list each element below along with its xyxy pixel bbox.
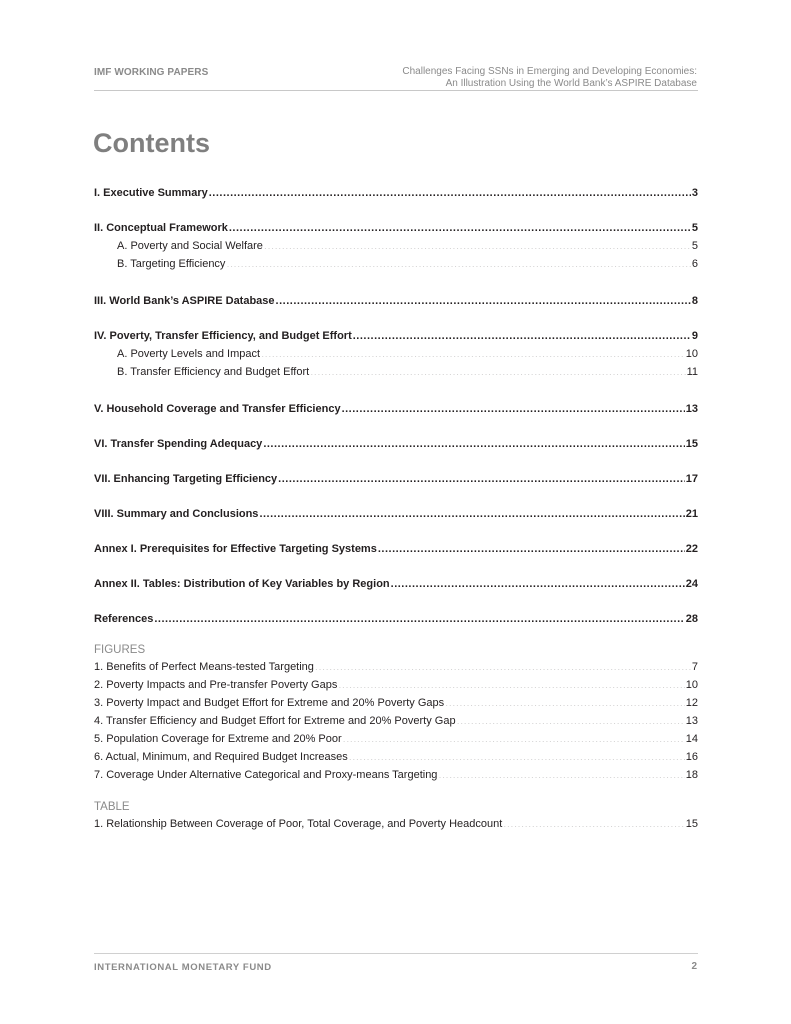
spacer	[94, 200, 698, 221]
toc-section-entry-title: II. Conceptual Framework	[94, 222, 228, 234]
toc-figure-entry-title: 6. Actual, Minimum, and Required Budget Increases	[94, 751, 348, 763]
toc-figure-entry-title: 4. Transfer Efficiency and Budget Effort for Extreme and 20% Poverty Gap	[94, 715, 456, 727]
toc-figure-entry[interactable]	[94, 730, 698, 748]
toc-table-entry[interactable]	[94, 815, 698, 833]
spacer	[94, 591, 698, 612]
toc-subsection-entry-title: B. Targeting Efficiency	[117, 258, 226, 270]
spacer	[94, 784, 698, 799]
toc-figure-entry[interactable]	[94, 694, 698, 712]
toc-section-entry-page-number: 22	[685, 543, 698, 555]
dot-leader	[263, 437, 684, 448]
dot-leader	[259, 507, 684, 518]
toc-section-entry[interactable]	[94, 329, 698, 343]
toc-subsection-entry-page-number: 11	[686, 366, 698, 378]
toc-section-entry[interactable]	[94, 402, 698, 416]
toc-section-entry[interactable]	[94, 472, 698, 486]
spacer	[94, 556, 698, 577]
toc-subsection-entry-title: A. Poverty and Social Welfare	[117, 240, 263, 252]
toc-figure-entry-title: 3. Poverty Impact and Budget Effort for Extreme and 20% Poverty Gaps	[94, 697, 445, 709]
spacer	[94, 416, 698, 437]
spacer	[94, 626, 698, 642]
toc-subsection-entry[interactable]	[94, 345, 698, 363]
dot-leader	[315, 659, 691, 670]
header-divider	[94, 90, 698, 91]
dot-leader	[209, 186, 691, 197]
toc-section-entry[interactable]	[94, 221, 698, 235]
toc-section-entry[interactable]	[94, 577, 698, 591]
toc-section-entry-title: Annex I. Prerequisites for Effective Targeting Systems	[94, 543, 377, 555]
dot-leader	[278, 472, 685, 483]
dot-leader	[310, 364, 685, 375]
toc-section-entry-page-number: 28	[685, 613, 698, 625]
toc-section-entry[interactable]	[94, 186, 698, 200]
toc-section-entry-page-number: 3	[691, 187, 698, 199]
toc-section-entry[interactable]	[94, 612, 698, 626]
toc-section-entry-page-number: 8	[691, 295, 698, 307]
toc-subsection-entry-title: A. Poverty Levels and Impact	[117, 348, 261, 360]
toc-section-entry-title: V. Household Coverage and Transfer Efficiency	[94, 403, 341, 415]
toc-section-entry-page-number: 17	[685, 473, 698, 485]
toc-section-entry-page-number: 9	[691, 330, 698, 342]
dot-leader	[457, 713, 685, 724]
toc-section-entry[interactable]	[94, 507, 698, 521]
page-title: Contents	[93, 128, 210, 158]
toc-figure-entry-title: 5. Population Coverage for Extreme and 20% Poor	[94, 733, 342, 745]
toc-subsection-entry[interactable]	[94, 363, 698, 381]
toc-section-entry[interactable]	[94, 542, 698, 556]
dot-leader	[438, 767, 684, 778]
toc-section-entry-title: I. Executive Summary	[94, 187, 208, 199]
toc-section-entry-title: VI. Transfer Spending Adequacy	[94, 438, 263, 450]
toc-section-entry-title: IV. Poverty, Transfer Efficiency, and Budget Effort	[94, 330, 352, 342]
dot-leader	[264, 238, 691, 249]
footer-page-number: 2	[691, 961, 697, 972]
dot-leader	[343, 731, 685, 742]
toc-figure-entry-page-number: 16	[685, 751, 698, 763]
header-paper-title	[402, 66, 697, 89]
toc-figure-entry[interactable]	[94, 766, 698, 784]
spacer	[94, 451, 698, 472]
toc-section-entry-title: References	[94, 613, 154, 625]
toc-figure-entry-page-number: 13	[685, 715, 698, 727]
toc-subsection-entry-page-number: 5	[691, 240, 698, 252]
header-series-title: IMF WORKING PAPERS	[94, 67, 209, 78]
spacer	[94, 308, 698, 329]
toc-section-entry[interactable]	[94, 294, 698, 308]
toc-subsection-entry-title: B. Transfer Efficiency and Budget Effort	[117, 366, 310, 378]
toc-figure-entry-page-number: 7	[691, 661, 698, 673]
toc-subsection-entry-page-number: 6	[691, 258, 698, 270]
toc-figure-entry-title: 7. Coverage Under Alternative Categorical and Proxy-means Targeting	[94, 769, 438, 781]
table-of-contents	[94, 186, 698, 833]
toc-figure-entry[interactable]	[94, 658, 698, 676]
dot-leader	[338, 677, 684, 688]
header-paper-title-line1: Challenges Facing SSNs in Emerging and Developing Economies:	[402, 66, 697, 77]
footer-divider	[94, 953, 698, 954]
toc-figure-entry-page-number: 14	[685, 733, 698, 745]
table-heading: TABLE	[94, 801, 130, 813]
toc-section-entry-page-number: 21	[685, 508, 698, 520]
toc-section-entry-title: VIII. Summary and Conclusions	[94, 508, 259, 520]
footer-publisher: INTERNATIONAL MONETARY FUND	[94, 962, 272, 973]
dot-leader	[378, 542, 685, 553]
toc-section-entry-title: VII. Enhancing Targeting Efficiency	[94, 473, 278, 485]
toc-table-entry-title: 1. Relationship Between Coverage of Poor, Total Coverage, and Poverty Headcount	[94, 818, 503, 830]
toc-figure-entry[interactable]	[94, 712, 698, 730]
toc-figure-entry-title: 1. Benefits of Perfect Means-tested Targeting	[94, 661, 314, 673]
toc-subsection-entry-page-number: 10	[685, 348, 698, 360]
toc-figure-entry-title: 2. Poverty Impacts and Pre-transfer Poverty Gaps	[94, 679, 338, 691]
header-paper-title-line2: An Illustration Using the World Bank’s ASPIRE Database	[445, 77, 697, 89]
toc-section-entry[interactable]	[94, 437, 698, 451]
dot-leader	[261, 346, 685, 357]
dot-leader	[226, 256, 690, 267]
dot-leader	[229, 221, 691, 232]
figures-heading: FIGURES	[94, 644, 146, 656]
toc-figure-entry-page-number: 12	[685, 697, 698, 709]
toc-section-entry-title: Annex II. Tables: Distribution of Key Variables by Region	[94, 578, 390, 590]
toc-figure-entry-page-number: 10	[685, 679, 698, 691]
dot-leader	[391, 577, 685, 588]
toc-section-entry-page-number: 13	[685, 403, 698, 415]
spacer	[94, 381, 698, 402]
spacer	[94, 521, 698, 542]
dot-leader	[349, 749, 685, 760]
toc-figure-entry[interactable]	[94, 748, 698, 766]
dot-leader	[353, 329, 691, 340]
dot-leader	[445, 695, 685, 706]
toc-section-entry-page-number: 24	[685, 578, 698, 590]
dot-leader	[154, 612, 684, 623]
dot-leader	[342, 402, 685, 413]
dot-leader	[503, 816, 684, 827]
toc-section-entry-page-number: 15	[685, 438, 698, 450]
toc-section-entry-page-number: 5	[691, 222, 698, 234]
toc-subsection-entry[interactable]	[94, 237, 698, 255]
toc-figure-entry[interactable]	[94, 676, 698, 694]
toc-table-entry-page-number: 15	[685, 818, 698, 830]
toc-figure-entry-page-number: 18	[685, 769, 698, 781]
spacer	[94, 486, 698, 507]
toc-section-entry-title: III. World Bank’s ASPIRE Database	[94, 295, 275, 307]
spacer	[94, 273, 698, 294]
toc-subsection-entry[interactable]	[94, 255, 698, 273]
dot-leader	[276, 294, 691, 305]
